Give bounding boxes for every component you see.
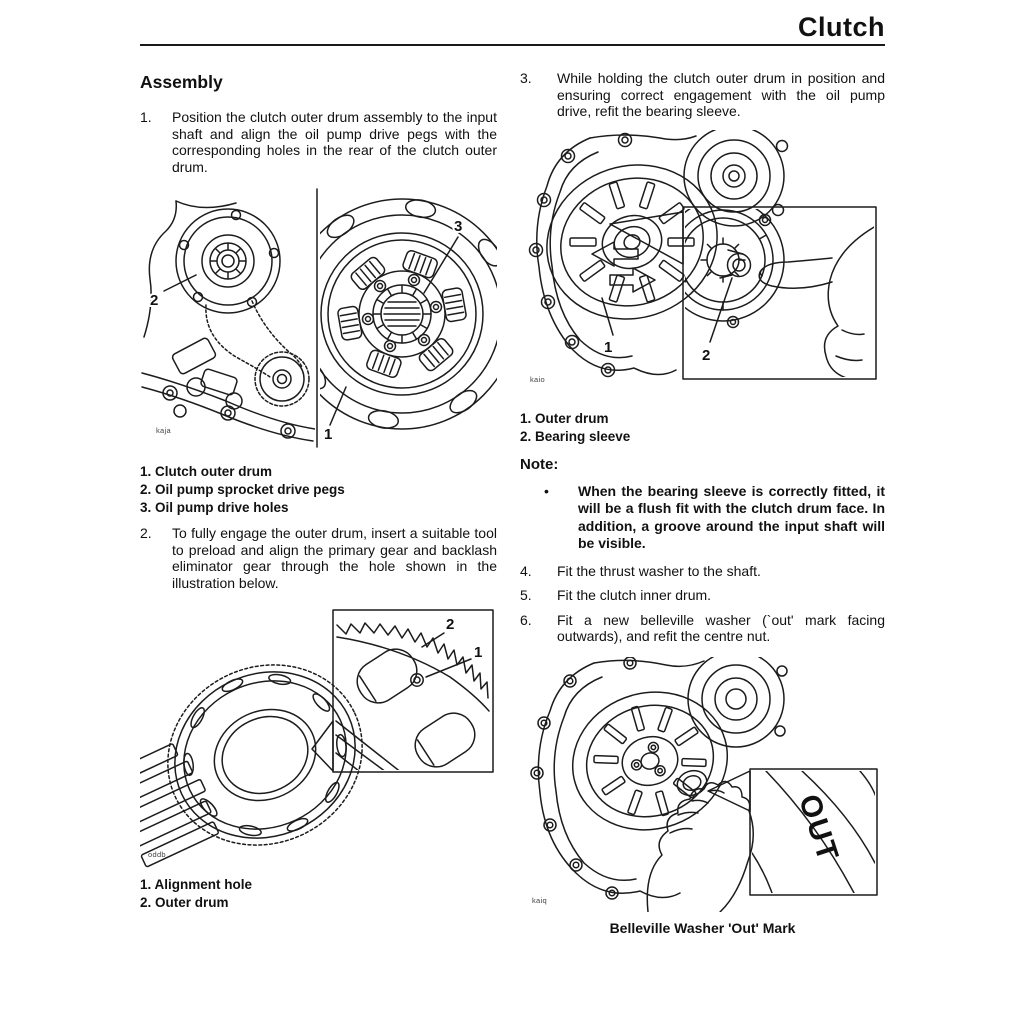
clutch-drum bbox=[527, 143, 738, 341]
step-3-number: 3. bbox=[520, 70, 532, 86]
step-5-text: Fit the clutch inner drum. bbox=[557, 587, 712, 603]
bullet-glyph: • bbox=[544, 482, 549, 499]
fig2-caption-2: 2. Outer drum bbox=[140, 895, 229, 910]
fig1-callout-3: 3 bbox=[454, 218, 463, 235]
step-4-number: 4. bbox=[520, 562, 532, 579]
fig3-caption-2: 2. Bearing sleeve bbox=[520, 428, 631, 444]
hand bbox=[647, 781, 753, 912]
out-mark-text: OUT bbox=[792, 789, 845, 867]
step-2-text: To fully engage the outer drum, insert a suitable tool to preload and align the primary gear and backlash eliminator gear through the hole shown in the illustration below. bbox=[172, 525, 497, 591]
figure-alignment-hole bbox=[140, 603, 497, 868]
fig3-callout-1: 1 bbox=[604, 338, 613, 356]
outer-drum-perspective bbox=[140, 633, 392, 868]
note-heading: Note: bbox=[520, 455, 559, 473]
figure-belleville-washer bbox=[520, 657, 885, 912]
right-column bbox=[520, 64, 885, 936]
step-5 bbox=[520, 587, 885, 604]
fig2-code: oddb bbox=[148, 850, 166, 859]
fig1-caption-1: 1. Clutch outer drum bbox=[140, 464, 273, 479]
section-heading: Assembly bbox=[140, 72, 223, 92]
fig4-code: kaiq bbox=[532, 895, 547, 905]
fig1-callout-1: 1 bbox=[324, 426, 333, 443]
fig3-code: kaio bbox=[530, 374, 545, 384]
fig1-caption-2: 2. Oil pump sprocket drive pegs bbox=[140, 482, 345, 497]
fig2-caption-1: 1. Alignment hole bbox=[140, 877, 253, 892]
step-2-number: 2. bbox=[140, 525, 152, 541]
step-6-text: Fit a new belleville washer (`out' mark facing outwards), and refit the centre nut. bbox=[557, 611, 885, 644]
header-rule bbox=[140, 44, 885, 46]
figure-oil-pump-drive bbox=[140, 187, 497, 449]
figure4-artwork bbox=[520, 657, 882, 912]
figure3-captions bbox=[520, 410, 885, 446]
fig1-callout-2: 2 bbox=[150, 292, 159, 309]
step-1 bbox=[140, 109, 497, 175]
figure2-captions bbox=[140, 876, 497, 912]
fig2-callout-2: 2 bbox=[446, 616, 455, 633]
step-4-text: Fit the thrust washer to the shaft. bbox=[557, 562, 761, 579]
fig2-callout-1: 1 bbox=[474, 644, 483, 661]
crankcase-outline bbox=[530, 133, 697, 376]
step-5-number: 5. bbox=[520, 587, 532, 603]
step-1-text: Position the clutch outer drum assembly to the input shaft and align the oil pump drive pegs with the corresponding holes in the rear of the clutch outer drum. bbox=[172, 109, 497, 175]
fig3-callout-2: 2 bbox=[702, 346, 711, 364]
left-column bbox=[140, 64, 497, 912]
figure1-artwork bbox=[140, 187, 497, 449]
step-4 bbox=[520, 563, 885, 580]
step-2 bbox=[140, 525, 497, 591]
note-text: When the bearing sleeve is correctly fitted, it will be a flush fit with the clutch drum face. In addition, a groove around the input shaft will be visible. bbox=[578, 482, 885, 551]
figure1-captions bbox=[140, 463, 497, 517]
figure4-caption: Belleville Washer 'Out' Mark bbox=[609, 919, 796, 936]
step-3-text: While holding the clutch outer drum in position and ensuring correct engagement with the oil pump drive, refit the bearing sleeve. bbox=[557, 70, 885, 119]
oil-pump-sprocket-panel bbox=[142, 201, 315, 441]
figure-bearing-sleeve bbox=[520, 130, 885, 400]
page-title: Clutch bbox=[798, 12, 885, 42]
step-6-number: 6. bbox=[520, 611, 532, 628]
figure3-artwork bbox=[520, 130, 880, 400]
fig1-caption-3: 3. Oil pump drive holes bbox=[140, 500, 289, 515]
step-1-number: 1. bbox=[140, 109, 152, 125]
note-bullet-item bbox=[520, 483, 885, 553]
step-3 bbox=[520, 70, 885, 120]
alignment-hole-inset bbox=[336, 623, 489, 775]
bearing-sleeve-inset bbox=[662, 199, 876, 379]
fig1-code: kaja bbox=[156, 426, 171, 435]
figure2-artwork bbox=[140, 603, 497, 868]
fig3-caption-1: 1. Outer drum bbox=[520, 410, 609, 426]
step-6 bbox=[520, 612, 885, 645]
